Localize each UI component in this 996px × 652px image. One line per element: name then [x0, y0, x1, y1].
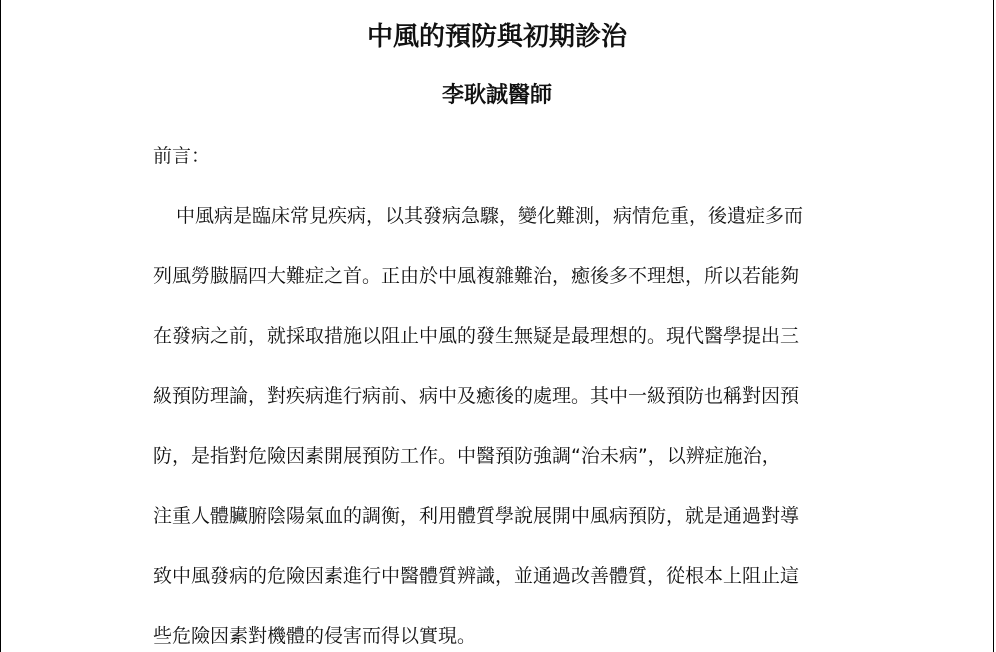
paragraph-line: 列風勞臌膈四大難症之首。正由於中風複雜難治，癒後多不理想，所以若能夠: [153, 265, 800, 287]
paragraph-line: 些危險因素對機體的侵害而得以實現。: [153, 625, 477, 647]
paragraph-line: 級預防理論，對疾病進行病前、病中及癒後的處理。其中一級預防也稱對因預: [153, 385, 800, 407]
document-title: 中風的預防與初期診治: [366, 22, 627, 52]
paragraph-line: 注重人體臟腑陰陽氣血的調衡，利用體質學說展開中風病預防，就是通過對導: [153, 505, 800, 527]
paragraph-line: 防，是指對危險因素開展預防工作。中醫預防強調“治未病”，以辨症施治，: [153, 445, 781, 467]
paragraph-line: 中風病是臨床常見疾病，以其發病急驟，變化難測，病情危重，後遺症多而: [176, 205, 804, 227]
paragraph-line: 致中風發病的危險因素進行中醫體質辨識，並通過改善體質，從根本上阻止這: [153, 565, 800, 587]
section-label: 前言：: [153, 145, 211, 167]
paragraph-line: 在發病之前，就採取措施以阻止中風的發生無疑是最理想的。現代醫學提出三: [153, 325, 800, 347]
document-author: 李耿誠醫師: [441, 83, 552, 108]
